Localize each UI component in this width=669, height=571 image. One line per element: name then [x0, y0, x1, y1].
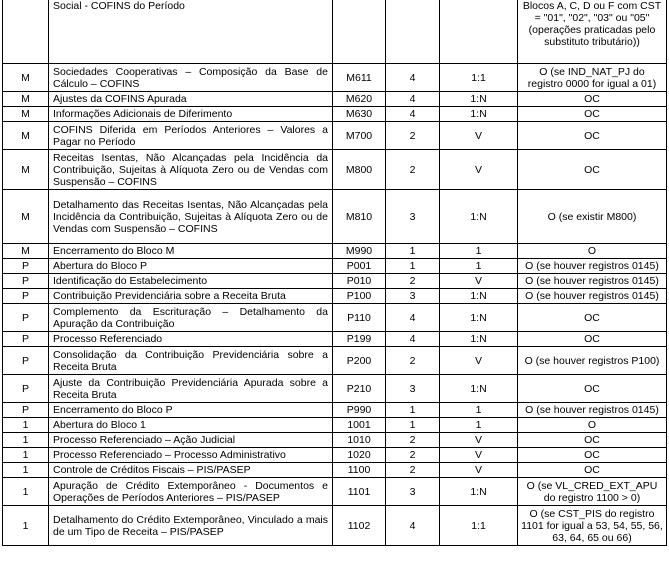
level-cell: M [3, 64, 49, 92]
table-row [3, 347, 667, 375]
level-number-cell: 2 [386, 448, 440, 463]
obligation-cell: O (se CST_PIS do registro 1101 for igual a 53, 54, 55, 56, 63, 64, 65 ou 66) [518, 506, 667, 546]
table-row [3, 190, 667, 244]
table-row [3, 433, 667, 448]
table-row [3, 107, 667, 122]
obligation-cell: OC [518, 332, 667, 347]
occurrence-cell: 1:N [440, 289, 518, 304]
description-cell: Identificação do Estabelecimento [49, 274, 333, 289]
level-cell: 1 [3, 433, 49, 448]
level-cell: M [3, 92, 49, 107]
level-cell: M [3, 190, 49, 244]
occurrence-cell: V [440, 463, 518, 478]
register-code-cell: M990 [333, 244, 386, 259]
description-cell: Social - COFINS do Período [49, 0, 333, 64]
level-cell: M [3, 150, 49, 190]
level-cell: P [3, 375, 49, 403]
level-cell: P [3, 289, 49, 304]
description-cell: Abertura do Bloco P [49, 259, 333, 274]
level-number-cell: 4 [386, 64, 440, 92]
obligation-cell: O (se IND_NAT_PJ do registro 0000 for igual a 01) [518, 64, 667, 92]
description-cell: Detalhamento do Crédito Extemporâneo, Vinculado a mais de um Tipo de Receita – PIS/PASEP [49, 506, 333, 546]
table-row [3, 304, 667, 332]
register-code-cell: 1102 [333, 506, 386, 546]
table-row [3, 64, 667, 92]
description-cell: Consolidação da Contribuição Previdenciária sobre a Receita Bruta [49, 347, 333, 375]
register-code-cell: M611 [333, 64, 386, 92]
table-row [3, 463, 667, 478]
level-number-cell: 2 [386, 463, 440, 478]
register-code-cell: P010 [333, 274, 386, 289]
occurrence-cell: 1 [440, 418, 518, 433]
level-number-cell: 2 [386, 347, 440, 375]
table-row [3, 92, 667, 107]
description-cell: Informações Adicionais de Diferimento [49, 107, 333, 122]
obligation-cell: O [518, 418, 667, 433]
obligation-cell: O (se houver registros 0145) [518, 274, 667, 289]
table-row [3, 403, 667, 418]
occurrence-cell: 1:N [440, 478, 518, 506]
level-cell: M [3, 107, 49, 122]
register-code-cell: M800 [333, 150, 386, 190]
register-code-cell: P990 [333, 403, 386, 418]
occurrence-cell: 1:N [440, 92, 518, 107]
obligation-cell: O (se houver registros 0145) [518, 259, 667, 274]
obligation-cell: OC [518, 107, 667, 122]
description-cell: Encerramento do Bloco M [49, 244, 333, 259]
occurrence-cell: V [440, 433, 518, 448]
level-number-cell: 2 [386, 274, 440, 289]
register-code-cell: P001 [333, 259, 386, 274]
level-number-cell: 2 [386, 122, 440, 150]
occurrence-cell: 1:N [440, 304, 518, 332]
obligation-cell: OC [518, 433, 667, 448]
table-row [3, 418, 667, 433]
description-cell: Receitas Isentas, Não Alcançadas pela Incidência da Contribuição, Sujeitas à Alíquota Zero ou de Vendas com Suspensão – COFINS [49, 150, 333, 190]
occurrence-cell: V [440, 274, 518, 289]
register-code-cell: P199 [333, 332, 386, 347]
level-number-cell: 3 [386, 478, 440, 506]
table-row [3, 150, 667, 190]
register-code-cell: 1010 [333, 433, 386, 448]
level-cell: 1 [3, 463, 49, 478]
register-code-cell: 1101 [333, 478, 386, 506]
level-cell: 1 [3, 506, 49, 546]
level-number-cell: 3 [386, 289, 440, 304]
level-number-cell: 4 [386, 107, 440, 122]
table-row [3, 122, 667, 150]
table-row [3, 274, 667, 289]
obligation-cell: OC [518, 463, 667, 478]
occurrence-cell: 1 [440, 259, 518, 274]
description-cell: Ajustes da COFINS Apurada [49, 92, 333, 107]
obligation-cell: O (se houver registros 0145) [518, 403, 667, 418]
description-cell: Complemento da Escrituração – Detalhamento da Apuração da Contribuição [49, 304, 333, 332]
obligation-cell: OC [518, 448, 667, 463]
occurrence-cell: V [440, 150, 518, 190]
level-number-cell: 2 [386, 150, 440, 190]
description-cell: Processo Referenciado – Ação Judicial [49, 433, 333, 448]
table-row [3, 478, 667, 506]
obligation-cell: O (se houver registros 0145) [518, 289, 667, 304]
obligation-cell: OC [518, 122, 667, 150]
description-cell: Sociedades Cooperativas – Composição da Base de Cálculo – COFINS [49, 64, 333, 92]
level-number-cell: 1 [386, 403, 440, 418]
level-cell: M [3, 244, 49, 259]
occurrence-cell: V [440, 122, 518, 150]
level-number-cell: 1 [386, 418, 440, 433]
occurrence-cell: 1:N [440, 375, 518, 403]
table-row [3, 289, 667, 304]
level-cell: P [3, 347, 49, 375]
description-cell: COFINS Diferida em Períodos Anteriores – Valores a Pagar no Período [49, 122, 333, 150]
level-number-cell: 3 [386, 375, 440, 403]
table-row [3, 448, 667, 463]
description-cell: Controle de Créditos Fiscais – PIS/PASEP [49, 463, 333, 478]
occurrence-cell: 1:N [440, 107, 518, 122]
level-cell: 1 [3, 448, 49, 463]
register-code-cell: M810 [333, 190, 386, 244]
level-cell: 1 [3, 478, 49, 506]
obligation-cell: Blocos A, C, D ou F com CST = "01", "02", "03" ou "05" (operações praticadas pelo substituto tributário)) [518, 0, 667, 64]
obligation-cell: OC [518, 92, 667, 107]
description-cell: Encerramento do Bloco P [49, 403, 333, 418]
register-code-cell: P200 [333, 347, 386, 375]
register-code-cell: 1001 [333, 418, 386, 433]
occurrence-cell: 1:1 [440, 64, 518, 92]
register-code-cell: 1020 [333, 448, 386, 463]
level-cell: P [3, 403, 49, 418]
description-cell: Abertura do Bloco 1 [49, 418, 333, 433]
description-cell: Detalhamento das Receitas Isentas, Não Alcançadas pela Incidência da Contribuição, Sujeitas à Alíquota Zero ou de Vendas com Suspensão – COFINS [49, 190, 333, 244]
obligation-cell: OC [518, 150, 667, 190]
register-code-cell: 1100 [333, 463, 386, 478]
register-code-cell: M620 [333, 92, 386, 107]
table-row [3, 332, 667, 347]
register-code-cell: P100 [333, 289, 386, 304]
obligation-cell: O (se houver registros P100) [518, 347, 667, 375]
occurrence-cell: 1 [440, 244, 518, 259]
obligation-cell: OC [518, 375, 667, 403]
occurrence-cell: 1:1 [440, 506, 518, 546]
level-number-cell [386, 0, 440, 64]
level-number-cell: 4 [386, 332, 440, 347]
level-cell: M [3, 122, 49, 150]
occurrence-cell: V [440, 448, 518, 463]
description-cell: Apuração de Crédito Extemporâneo - Documentos e Operações de Períodos Anteriores – PIS/PASEP [49, 478, 333, 506]
register-code-cell: P210 [333, 375, 386, 403]
level-number-cell: 4 [386, 304, 440, 332]
description-cell: Processo Referenciado [49, 332, 333, 347]
table-row [3, 0, 667, 64]
table-row [3, 375, 667, 403]
register-code-cell: M700 [333, 122, 386, 150]
level-cell: 1 [3, 418, 49, 433]
level-cell [3, 0, 49, 64]
occurrence-cell: 1 [440, 403, 518, 418]
description-cell: Processo Referenciado – Processo Administrativo [49, 448, 333, 463]
occurrence-cell [440, 0, 518, 64]
level-number-cell: 2 [386, 433, 440, 448]
obligation-cell: O (se VL_CRED_EXT_APU do registro 1100 > 0) [518, 478, 667, 506]
table-row [3, 506, 667, 546]
level-cell: P [3, 274, 49, 289]
level-number-cell: 3 [386, 190, 440, 244]
register-code-cell: P110 [333, 304, 386, 332]
level-cell: P [3, 304, 49, 332]
level-cell: P [3, 259, 49, 274]
obligation-cell: O (se existir M800) [518, 190, 667, 244]
level-number-cell: 1 [386, 244, 440, 259]
occurrence-cell: 1:N [440, 332, 518, 347]
occurrence-cell: V [440, 347, 518, 375]
register-table [2, 0, 667, 546]
description-cell: Ajuste da Contribuição Previdenciária Apurada sobre a Receita Bruta [49, 375, 333, 403]
occurrence-cell: 1:N [440, 190, 518, 244]
register-table-body [3, 0, 667, 546]
obligation-cell: OC [518, 304, 667, 332]
level-cell: P [3, 332, 49, 347]
register-code-cell: M630 [333, 107, 386, 122]
register-code-cell [333, 0, 386, 64]
table-row [3, 259, 667, 274]
level-number-cell: 4 [386, 506, 440, 546]
level-number-cell: 1 [386, 259, 440, 274]
level-number-cell: 4 [386, 92, 440, 107]
table-row [3, 244, 667, 259]
obligation-cell: O [518, 244, 667, 259]
description-cell: Contribuição Previdenciária sobre a Receita Bruta [49, 289, 333, 304]
